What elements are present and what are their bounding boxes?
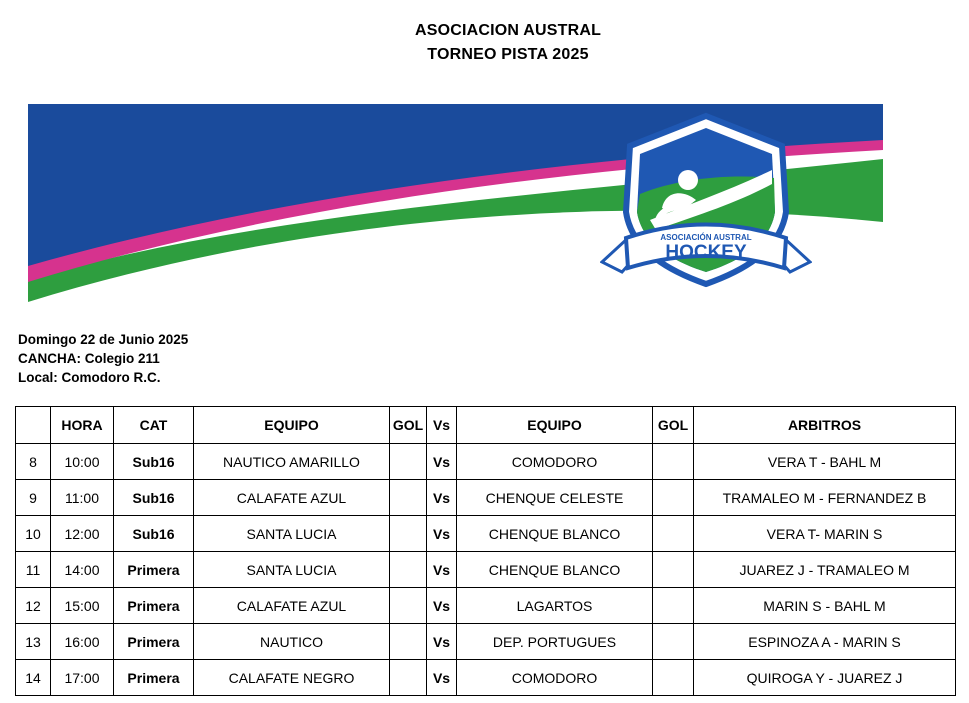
header-arbitros: ARBITROS bbox=[694, 407, 956, 444]
header-gol-2: GOL bbox=[653, 407, 694, 444]
match-time: 17:00 bbox=[51, 660, 114, 696]
match-number: 12 bbox=[16, 588, 51, 624]
match-category: Primera bbox=[114, 552, 194, 588]
referees: VERA T - BAHL M bbox=[694, 444, 956, 480]
vs-label: Vs bbox=[427, 588, 457, 624]
logo-main-text: HOCKEY bbox=[665, 242, 747, 263]
vs-label: Vs bbox=[427, 552, 457, 588]
referees: TRAMALEO M - FERNANDEZ B bbox=[694, 480, 956, 516]
match-number: 10 bbox=[16, 516, 51, 552]
away-goals bbox=[653, 480, 694, 516]
match-time: 16:00 bbox=[51, 624, 114, 660]
away-goals bbox=[653, 660, 694, 696]
court-name: CANCHA: Colegio 211 bbox=[18, 351, 160, 366]
match-category: Sub16 bbox=[114, 480, 194, 516]
home-goals bbox=[390, 624, 427, 660]
referees: QUIROGA Y - JUAREZ J bbox=[694, 660, 956, 696]
home-team: CALAFATE AZUL bbox=[194, 480, 390, 516]
referees: MARIN S - BAHL M bbox=[694, 588, 956, 624]
vs-label: Vs bbox=[427, 660, 457, 696]
header-equipo-2: EQUIPO bbox=[457, 407, 653, 444]
document-subtitle: TORNEO PISTA 2025 bbox=[427, 46, 589, 63]
home-team: CALAFATE NEGRO bbox=[194, 660, 390, 696]
match-category: Sub16 bbox=[114, 516, 194, 552]
match-time: 14:00 bbox=[51, 552, 114, 588]
header-num bbox=[16, 407, 51, 444]
table-row bbox=[16, 660, 956, 696]
referees: JUAREZ J - TRAMALEO M bbox=[694, 552, 956, 588]
away-team: COMODORO bbox=[457, 660, 653, 696]
home-team: SANTA LUCIA bbox=[194, 552, 390, 588]
logo-top-text: ASOCIACIÓN AUSTRAL bbox=[660, 233, 752, 242]
match-time: 10:00 bbox=[51, 444, 114, 480]
away-team: LAGARTOS bbox=[457, 588, 653, 624]
vs-label: Vs bbox=[427, 624, 457, 660]
home-goals bbox=[390, 588, 427, 624]
vs-label: Vs bbox=[427, 444, 457, 480]
referees: ESPINOZA A - MARIN S bbox=[694, 624, 956, 660]
match-number: 11 bbox=[16, 552, 51, 588]
header-gol-1: GOL bbox=[390, 407, 427, 444]
home-team: NAUTICO AMARILLO bbox=[194, 444, 390, 480]
away-goals bbox=[653, 516, 694, 552]
vs-label: Vs bbox=[427, 516, 457, 552]
table-row bbox=[16, 552, 956, 588]
header-hora: HORA bbox=[51, 407, 114, 444]
match-number: 8 bbox=[16, 444, 51, 480]
fixture-table bbox=[15, 406, 956, 696]
match-number: 13 bbox=[16, 624, 51, 660]
asociacion-austral-hockey-logo bbox=[600, 112, 812, 288]
match-number: 14 bbox=[16, 660, 51, 696]
away-team: CHENQUE CELESTE bbox=[457, 480, 653, 516]
home-team: SANTA LUCIA bbox=[194, 516, 390, 552]
home-team: NAUTICO bbox=[194, 624, 390, 660]
away-goals bbox=[653, 552, 694, 588]
match-date: Domingo 22 de Junio 2025 bbox=[18, 332, 189, 347]
match-category: Primera bbox=[114, 660, 194, 696]
home-goals bbox=[390, 516, 427, 552]
away-goals bbox=[653, 444, 694, 480]
header-vs: Vs bbox=[427, 407, 457, 444]
table-row bbox=[16, 624, 956, 660]
match-time: 15:00 bbox=[51, 588, 114, 624]
home-goals bbox=[390, 660, 427, 696]
local-team: Local: Comodoro R.C. bbox=[18, 370, 161, 385]
vs-label: Vs bbox=[427, 480, 457, 516]
referees: VERA T- MARIN S bbox=[694, 516, 956, 552]
home-goals bbox=[390, 552, 427, 588]
away-team: COMODORO bbox=[457, 444, 653, 480]
table-row bbox=[16, 588, 956, 624]
home-goals bbox=[390, 444, 427, 480]
away-team: CHENQUE BLANCO bbox=[457, 516, 653, 552]
away-goals bbox=[653, 624, 694, 660]
header-cat: CAT bbox=[114, 407, 194, 444]
table-row bbox=[16, 516, 956, 552]
match-time: 11:00 bbox=[51, 480, 114, 516]
document-title: ASOCIACION AUSTRAL bbox=[414, 22, 602, 39]
home-team: CALAFATE AZUL bbox=[194, 588, 390, 624]
header-equipo-1: EQUIPO bbox=[194, 407, 390, 444]
match-category: Sub16 bbox=[114, 444, 194, 480]
match-category: Primera bbox=[114, 588, 194, 624]
match-number: 9 bbox=[16, 480, 51, 516]
home-goals bbox=[390, 480, 427, 516]
match-category: Primera bbox=[114, 624, 194, 660]
table-row bbox=[16, 444, 956, 480]
table-header-row bbox=[16, 407, 956, 444]
away-team: CHENQUE BLANCO bbox=[457, 552, 653, 588]
match-time: 12:00 bbox=[51, 516, 114, 552]
away-goals bbox=[653, 588, 694, 624]
table-row bbox=[16, 480, 956, 516]
away-team: DEP. PORTUGUES bbox=[457, 624, 653, 660]
